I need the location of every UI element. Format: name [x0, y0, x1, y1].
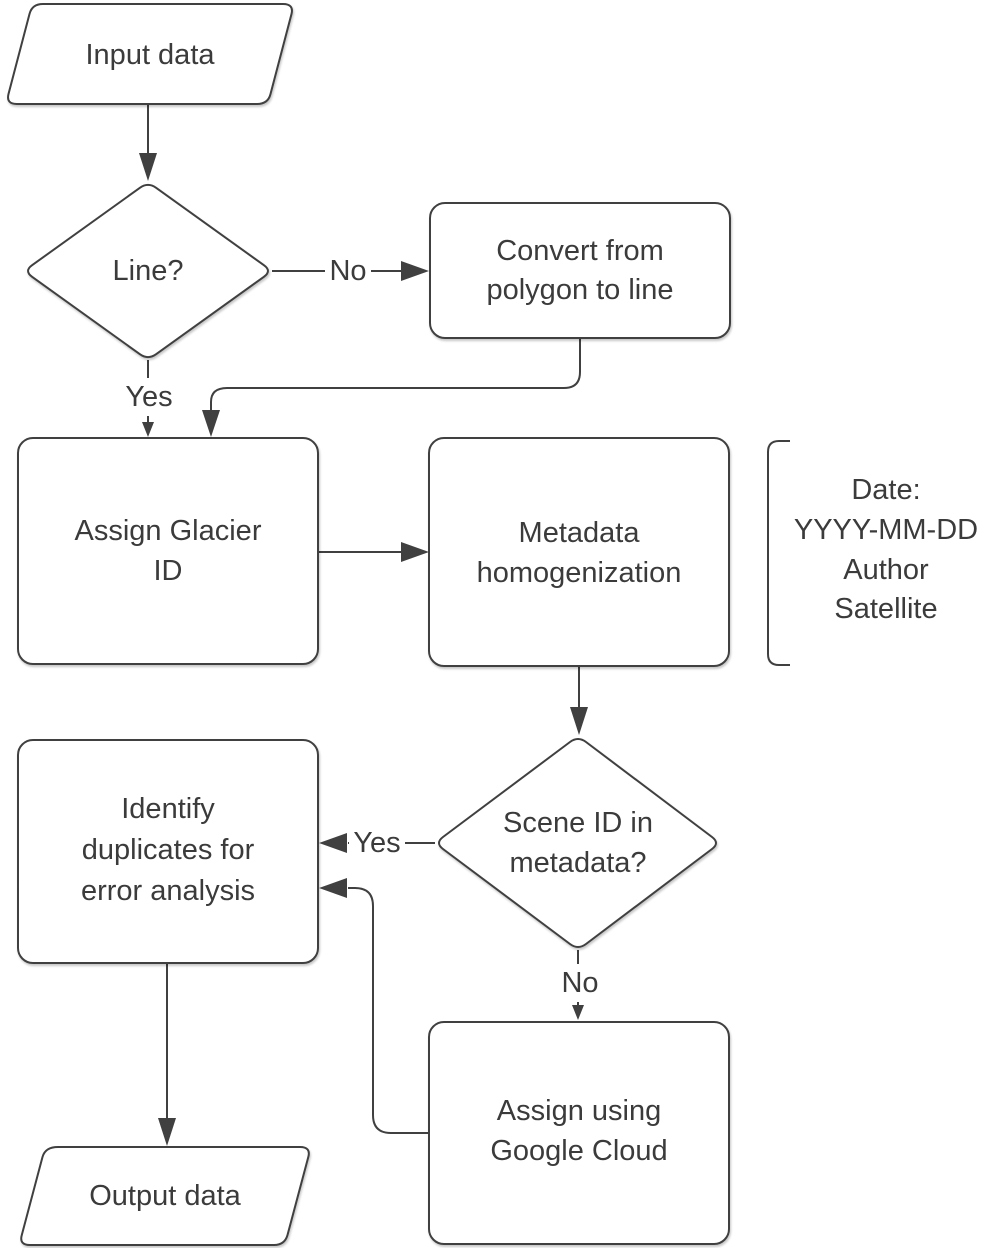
scene-decision-label-line1: Scene ID in [503, 807, 653, 839]
arrowhead-convert-to-assign-id [202, 410, 220, 437]
assign-id-label-line2: ID [153, 555, 183, 587]
arrowhead-scene-yes-to-identify [319, 833, 347, 853]
google-label-line1: Assign using [496, 1095, 662, 1127]
annotation-bracket [768, 441, 790, 665]
metadata-node [429, 438, 729, 666]
assign-id-label-line1: Assign Glacier [74, 515, 262, 547]
edge-google-to-identify [348, 888, 429, 1133]
assign-glacier-id-node [18, 438, 318, 664]
annotation-line4: Satellite [834, 593, 938, 625]
google-label-line2: Google Cloud [490, 1135, 668, 1167]
arrowhead-line-yes-to-assign-id [142, 422, 154, 437]
arrowhead-input-to-line-decision [139, 153, 157, 181]
metadata-label-line2: homogenization [476, 557, 682, 589]
arrowhead-identify-to-output [158, 1118, 176, 1146]
edge-label-scene-no: No [561, 967, 599, 999]
annotation-line2: YYYY-MM-DD [793, 514, 979, 546]
line-decision-label: Line? [112, 255, 184, 287]
scene-id-decision-node [439, 739, 716, 947]
convert-node [430, 203, 730, 338]
edge-label-scene-yes: Yes [353, 827, 401, 859]
convert-label-line2: polygon to line [486, 274, 674, 306]
arrowhead-google-to-identify [319, 878, 347, 898]
arrowhead-metadata-to-scene-decision [570, 707, 588, 735]
annotation-line3: Author [843, 554, 929, 586]
arrowhead-line-no-to-convert [401, 261, 429, 281]
arrowhead-assign-id-to-metadata [401, 542, 429, 562]
edge-label-line-yes: Yes [125, 381, 173, 413]
scene-decision-label-line2: metadata? [509, 847, 647, 879]
identify-label-line2: duplicates for [81, 834, 255, 866]
convert-label-line1: Convert from [496, 235, 664, 267]
edge-label-line-no: No [329, 255, 367, 287]
metadata-label-line1: Metadata [518, 517, 640, 549]
identify-label-line3: error analysis [80, 875, 256, 907]
output-data-label: Output data [89, 1180, 241, 1212]
arrowhead-scene-no-to-google [572, 1005, 584, 1020]
annotation-line1: Date: [851, 474, 921, 506]
assign-google-cloud-node [429, 1022, 729, 1244]
input-data-label: Input data [85, 39, 215, 71]
identify-label-line1: Identify [121, 793, 215, 825]
edge-convert-to-assign-id [211, 338, 580, 410]
